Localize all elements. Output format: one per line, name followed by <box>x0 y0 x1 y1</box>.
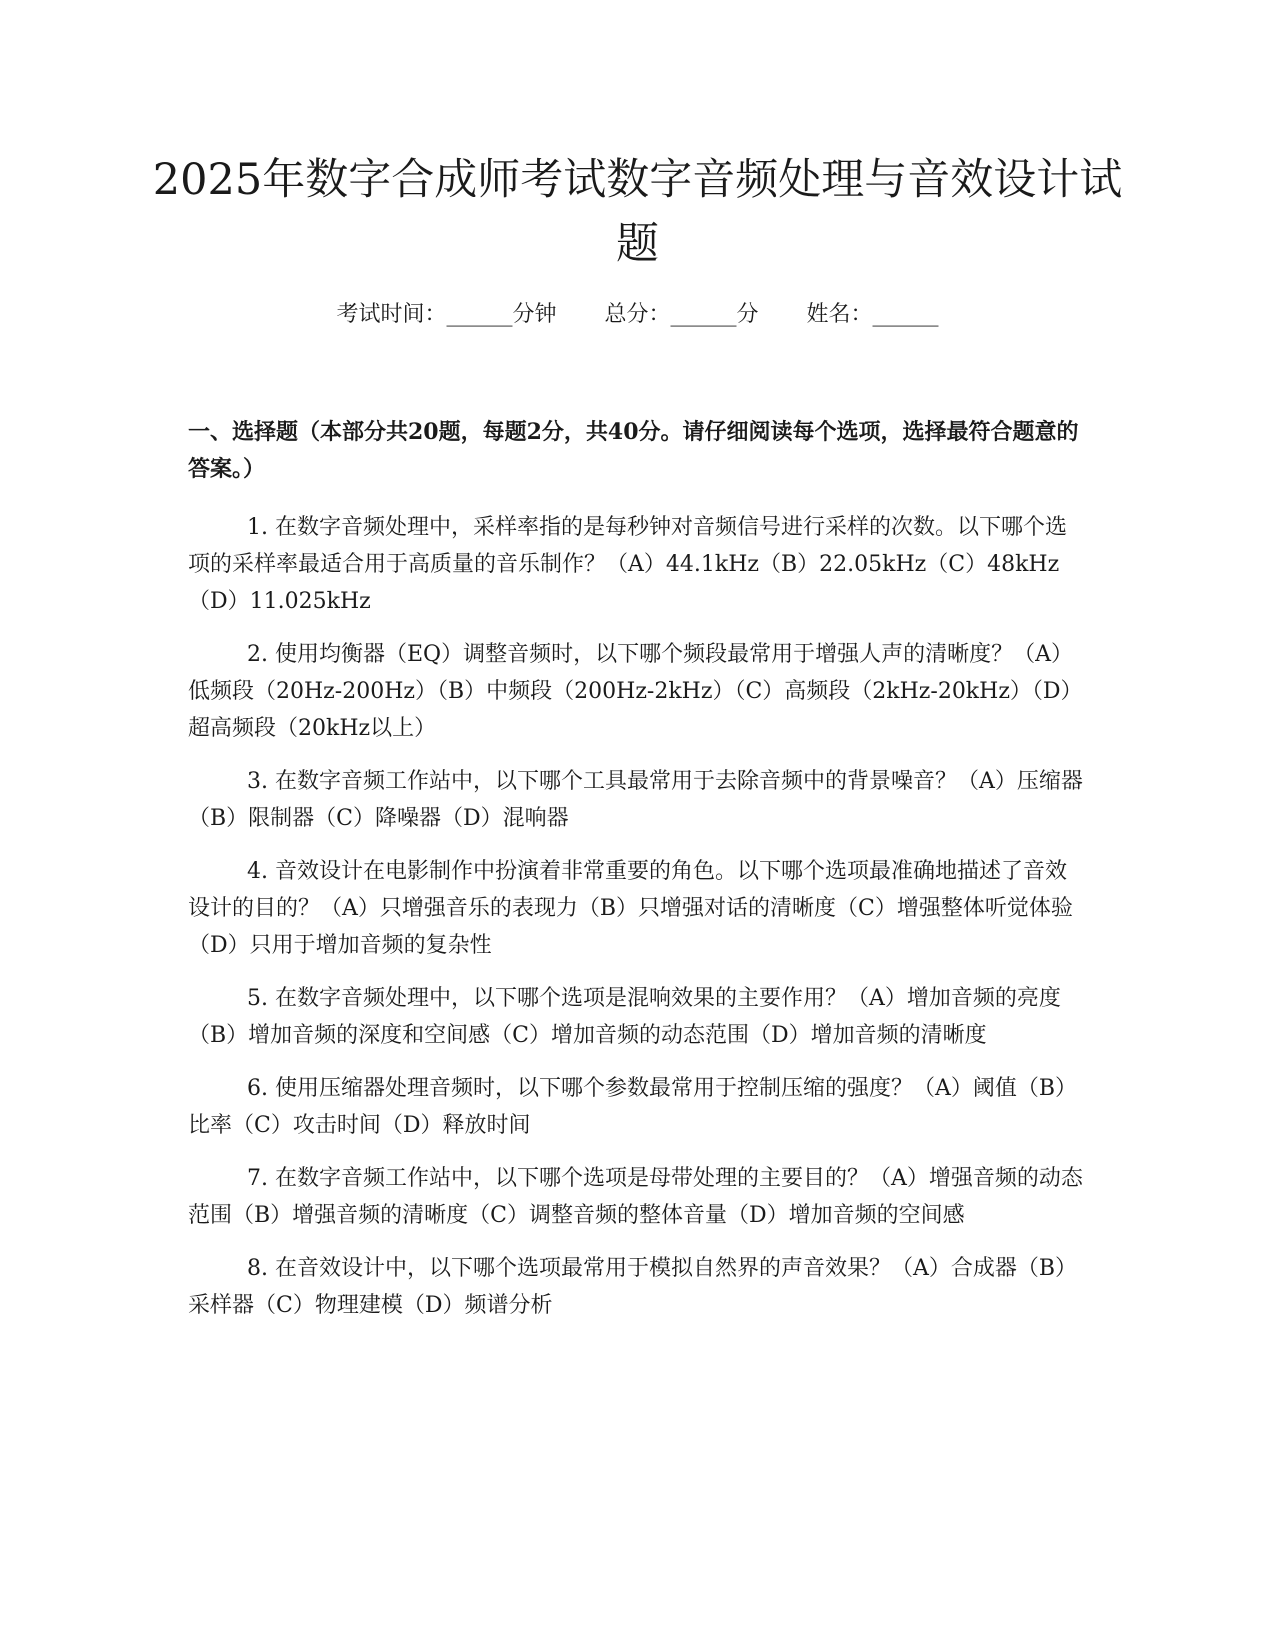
question-item: 7. 在数字音频工作站中，以下哪个选项是母带处理的主要目的？（A）增强音频的动态范围（B）增强音频的清晰度（C）调整音频的整体音量（D）增加音频的空间感 <box>188 1166 1083 1228</box>
question-list <box>188 509 1088 1340</box>
question-item: 1. 在数字音频处理中，采样率指的是每秒钟对音频信号进行采样的次数。以下哪个选项的采样率最适合用于高质量的音乐制作？（A）44.1kHz（B）22.05kHz（C）48kHz（D）11.025kHz <box>188 515 1067 614</box>
exam-meta-line <box>150 300 1125 330</box>
question-item: 2. 使用均衡器（EQ）调整音频时，以下哪个频段最常用于增强人声的清晰度？（A）低频段（20Hz-200Hz）（B）中频段（200Hz-2kHz）（C）高频段（2kHz-20kHz）（D）超高频段（20kHz以上） <box>188 642 1083 741</box>
total-score-field: 总分：______分 <box>604 302 759 327</box>
question-item: 5. 在数字音频处理中，以下哪个选项是混响效果的主要作用？（A）增加音频的亮度（B）增加音频的深度和空间感（C）增加音频的动态范围（D）增加音频的清晰度 <box>188 986 1061 1048</box>
question-item: 3. 在数字音频工作站中，以下哪个工具最常用于去除音频中的背景噪音？（A）压缩器（B）限制器（C）降噪器（D）混响器 <box>188 769 1083 831</box>
question-item: 8. 在音效设计中，以下哪个选项最常用于模拟自然界的声音效果？（A）合成器（B）采样器（C）物理建模（D）频谱分析 <box>188 1256 1078 1318</box>
student-name-field: 姓名：______ <box>806 302 939 327</box>
section-heading-multiple-choice: 一、选择题（本部分共20题，每题2分，共40分。请仔细阅读每个选项，选择最符合题意的答案。） <box>188 419 1079 482</box>
question-item: 4. 音效设计在电影制作中扮演着非常重要的角色。以下哪个选项最准确地描述了音效设计的目的？（A）只增强音乐的表现力（B）只增强对话的清晰度（C）增强整体听觉体验（D）只用于增加音频的复杂性 <box>188 859 1073 958</box>
exam-time-field: 考试时间：______分钟 <box>336 302 557 327</box>
document-title: 2025年数字合成师考试数字音频处理与音效设计试题 <box>152 155 1123 269</box>
question-item: 6. 使用压缩器处理音频时，以下哪个参数最常用于控制压缩的强度？（A）阈值（B）比率（C）攻击时间（D）释放时间 <box>188 1076 1078 1138</box>
